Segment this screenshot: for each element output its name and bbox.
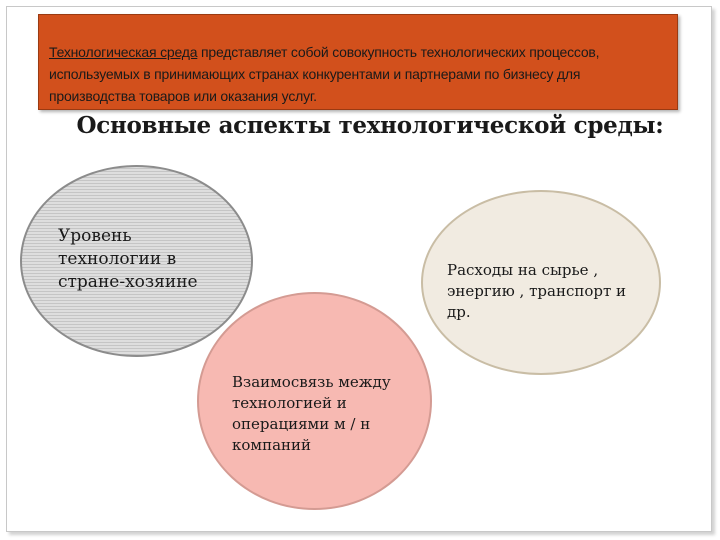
aspect-relation-text [232, 372, 391, 456]
aspect-line: операциями м / н [232, 415, 371, 433]
definition-box [38, 14, 678, 110]
aspect-line: Взаимосвязь между [232, 373, 391, 391]
aspect-line: Уровень [58, 226, 132, 246]
aspect-costs [421, 190, 661, 375]
definition-line-3: производства товаров или оказания услуг. [49, 88, 317, 104]
aspect-technology-level [20, 165, 253, 357]
aspect-line: компаний [232, 436, 312, 454]
aspect-line: др. [447, 303, 471, 321]
aspect-costs-text [447, 260, 626, 323]
definition-text: представляет собой совокупность технологических процессов, [197, 44, 600, 60]
aspect-line: стране-хозяине [58, 272, 198, 292]
definition-line-1 [49, 41, 667, 63]
definition-term: Технологическая среда [49, 44, 198, 60]
aspect-relation [197, 292, 432, 510]
aspect-line: Расходы на сырье , [447, 261, 599, 279]
aspect-line: технологии в [58, 249, 177, 269]
aspect-technology-level-text [58, 225, 198, 294]
slide-heading: Основные аспекты технологической среды: [76, 112, 664, 139]
aspect-line: технологией и [232, 394, 347, 412]
definition-line-2: используемых в принимающих странах конкурентами и партнерами по бизнесу для [49, 66, 581, 82]
aspect-line: энергию , транспорт и [447, 282, 627, 300]
